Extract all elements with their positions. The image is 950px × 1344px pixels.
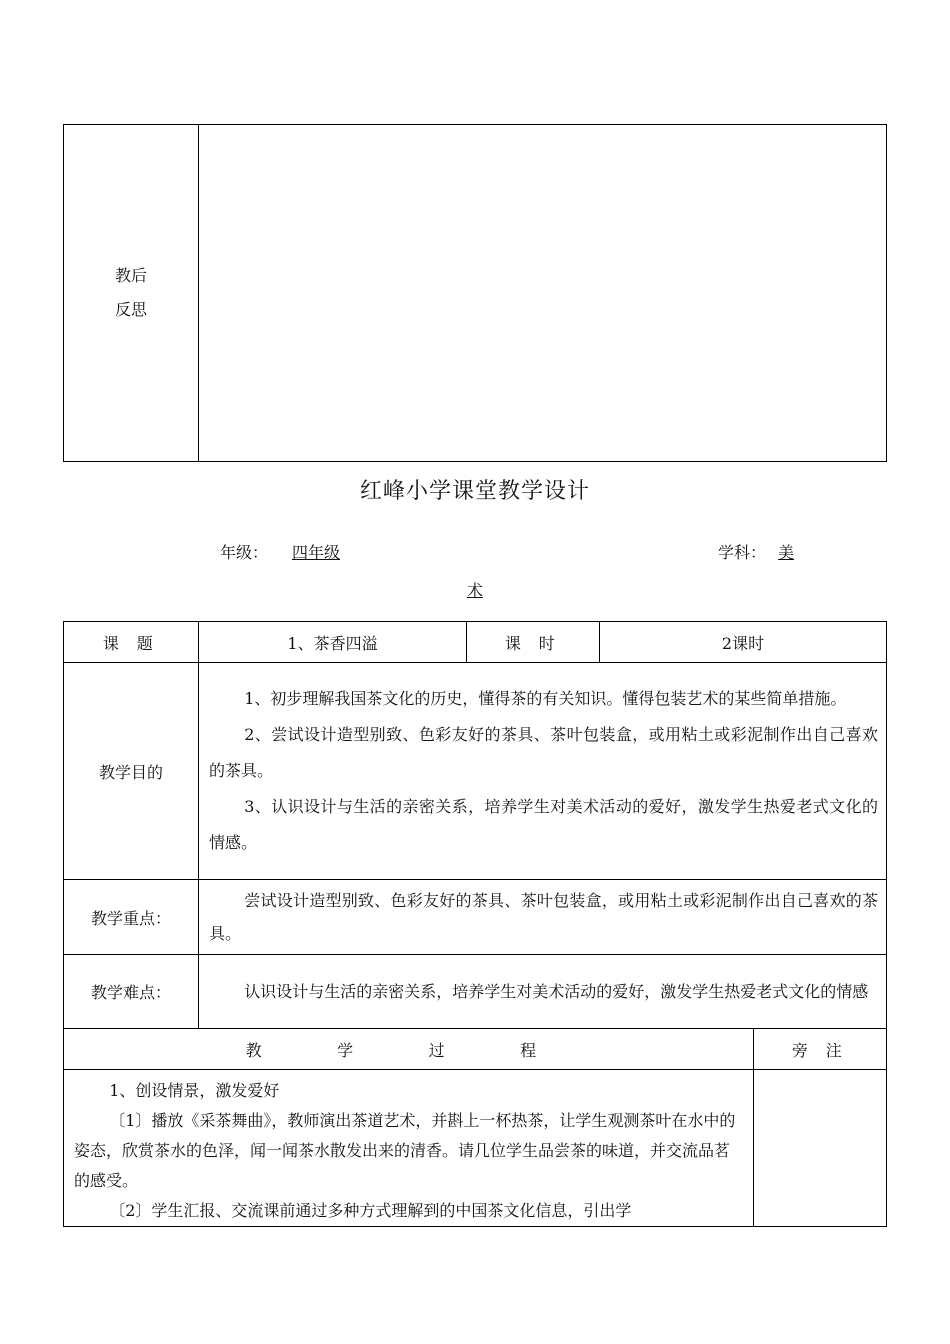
objectives-row: [64, 663, 887, 880]
subject-field: [718, 540, 794, 563]
difficulty-label: 教学难点：: [64, 955, 199, 1029]
reflection-label-line1: 教后: [114, 266, 147, 285]
process-content: [64, 1070, 754, 1227]
notes-content[interactable]: [754, 1070, 887, 1227]
difficulty-text: 认识设计与生活的亲密关系，培养学生对美术活动的爱好，激发学生热爱老式文化的情感: [244, 982, 869, 1001]
topic-row: [64, 622, 887, 663]
period-label: 课 时: [467, 622, 600, 663]
process-header: 教 学 过 程: [64, 1029, 754, 1070]
subject-value-1: 美: [778, 543, 795, 562]
page-title: 红峰小学课堂教学设计: [359, 479, 590, 504]
key-point-text: 尝试设计造型别致、色彩友好的茶具、茶叶包装盒，或用粘土或彩泥制作出自己喜欢的茶具。: [209, 891, 878, 943]
grade-field: [220, 540, 364, 563]
grade-value: 四年级: [292, 543, 341, 562]
objective-item: 1、初步理解我国茶文化的历史，懂得茶的有关知识。懂得包装艺术的某些简单措施。: [244, 689, 847, 708]
notes-header: 旁 注: [754, 1029, 887, 1070]
period-value: 2课时: [600, 622, 887, 663]
reflection-label-line2: 反思: [114, 300, 147, 319]
process-line: 〔2〕学生汇报、交流课前通过多种方式理解到的中国茶文化信息，引出学: [109, 1201, 632, 1220]
process-line: 1、创设情景，激发爱好: [109, 1081, 280, 1100]
difficulty-content: [199, 955, 887, 1029]
grade-label: 年级：: [220, 543, 269, 562]
objective-item: 3、认识设计与生活的亲密关系，培养学生对美术活动的爱好，激发学生热爱老式文化的情感。: [209, 797, 878, 852]
reflection-content[interactable]: [199, 125, 887, 462]
key-point-content: [199, 880, 887, 955]
reflection-label: [64, 125, 199, 462]
process-header-row: [64, 1029, 887, 1070]
subject-value-2: 术: [467, 581, 484, 600]
topic-label: 课 题: [64, 622, 199, 663]
lesson-table: [63, 621, 887, 1227]
objectives-content: [199, 663, 887, 880]
objectives-label: 教学目的: [64, 663, 199, 880]
topic-value: 1、茶香四溢: [199, 622, 467, 663]
subject-label: 学科：: [718, 543, 767, 562]
process-line: 〔1〕播放《采茶舞曲》，教师演出茶道艺术，并斟上一杯热茶，让学生观测茶叶在水中的姿态，欣赏茶水的色泽，闻一闻茶水散发出来的清香。请几位学生品尝茶的味道，并交流品茗的感受。: [74, 1111, 736, 1190]
reflection-table: [63, 124, 887, 462]
key-point-row: [64, 880, 887, 955]
process-row: [64, 1070, 887, 1227]
objective-item: 2、尝试设计造型别致、色彩友好的茶具、茶叶包装盒，或用粘土或彩泥制作出自己喜欢的茶具。: [209, 725, 878, 780]
difficulty-row: [64, 955, 887, 1029]
key-point-label: 教学重点：: [64, 880, 199, 955]
